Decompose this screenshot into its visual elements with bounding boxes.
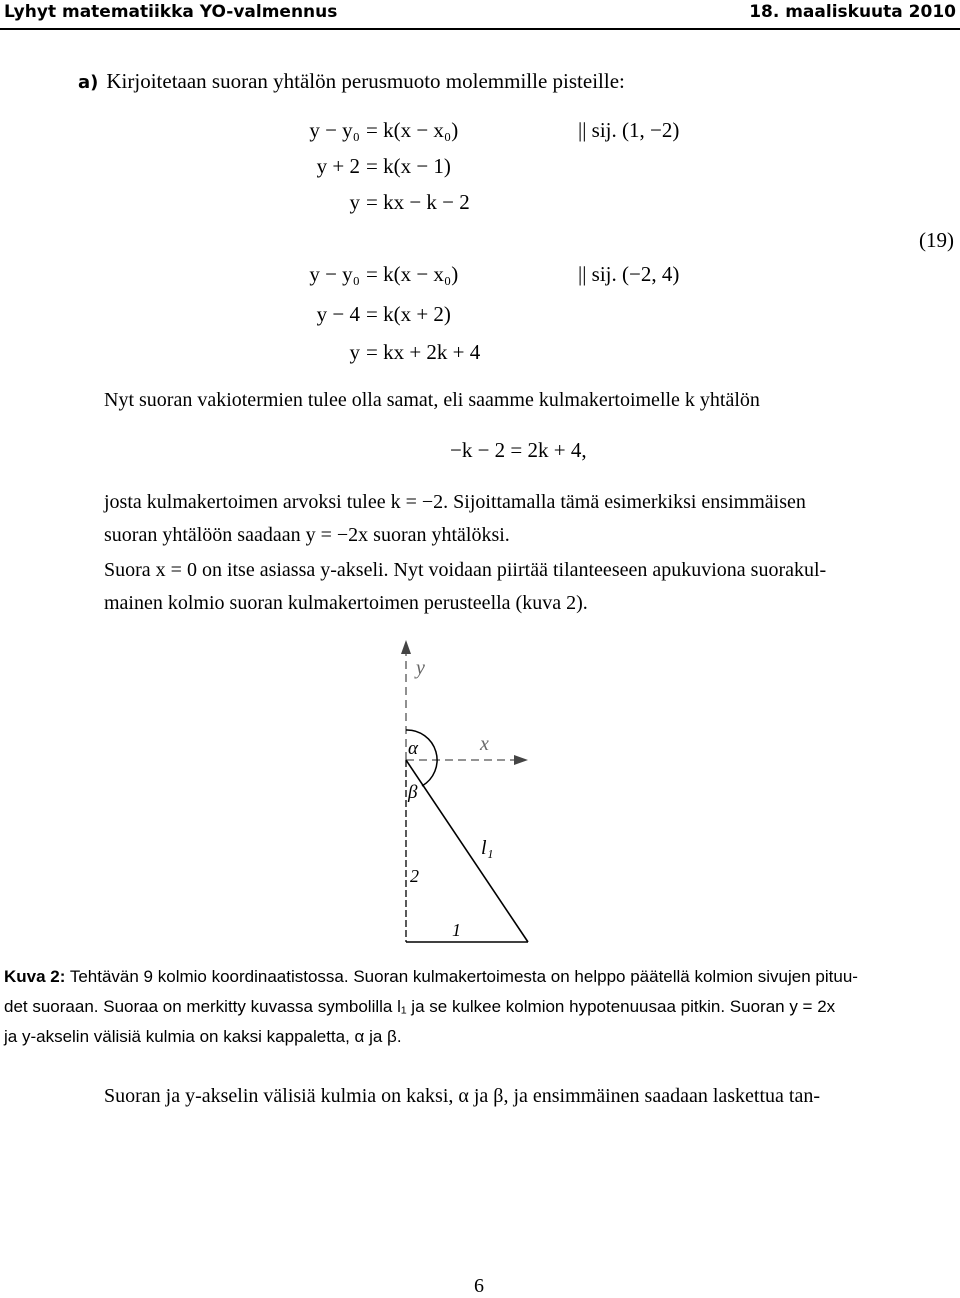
paragraph-3-line-2: mainen kolmio suoran kulmakertoimen perusteella (kuva 2). <box>104 592 588 614</box>
header-date: 18. maaliskuuta 2010 <box>749 2 956 22</box>
paragraph-2-line-2: suoran yhtälöön saadaan y = −2x suoran yhtälöksi. <box>104 524 510 546</box>
page-header <box>0 0 960 28</box>
last-paragraph: Suoran ja y-akselin välisiä kulmia on kaksi, α ja β, ja ensimmäinen saadaan laskettua tan- <box>104 1085 821 1107</box>
eq4-note: || sij. (−2, 4) <box>578 262 680 286</box>
eq2-lhs: y + 2 <box>316 154 360 178</box>
caption-line-2: det suoraan. Suoraa on merkitty kuvassa symbolilla l₁ ja se kulkee kolmion hypotenuusaa pitkin. Suoran y = 2x <box>4 997 836 1016</box>
caption-line-1-text: Tehtävän 9 kolmio koordinaatistossa. Suoran kulmakertoimesta on helppo päätellä kolmion sivujen pituu- <box>65 967 858 986</box>
eq5-lhs: y − 4 <box>316 302 360 326</box>
eq3-rhs: = kx − k − 2 <box>366 190 470 214</box>
line-label: l₁ <box>481 837 494 859</box>
header-title: Lyhyt matematiikka YO-valmennus <box>4 2 338 22</box>
y-axis-label: y <box>416 657 425 679</box>
eq1-rhs: = k(x − x₀) <box>366 118 459 142</box>
equation-number: (19) <box>919 228 954 252</box>
section-intro <box>78 69 625 94</box>
eq4-rhs: = k(x − x₀) <box>366 262 459 286</box>
caption-line-3: ja y-akselin välisiä kulmia on kaksi kappaletta, α ja β. <box>4 1027 402 1046</box>
section-label: a) <box>78 72 99 93</box>
paragraph-2-line-1: josta kulmakertoimen arvoksi tulee k = −2. Sijoittamalla tämä esimerkiksi ensimmäisen <box>104 491 806 513</box>
eq1-lhs: y − y₀ <box>309 118 360 142</box>
x-axis-label: x <box>480 733 489 755</box>
vertical-side-label: 2 <box>410 866 419 886</box>
x-axis-arrow <box>514 755 528 765</box>
page-number: 6 <box>474 1275 484 1297</box>
header-rule <box>0 28 960 30</box>
eq3-lhs: y <box>349 190 360 214</box>
beta-label: β <box>408 782 418 803</box>
horizontal-side-label: 1 <box>452 920 461 940</box>
section-intro-text: Kirjoitetaan suoran yhtälön perusmuoto molemmille pisteille: <box>106 69 625 93</box>
y-axis-arrow <box>401 640 411 654</box>
triangle-figure <box>360 630 580 950</box>
paragraph-1: Nyt suoran vakiotermien tulee olla samat, eli saamme kulmakertoimelle k yhtälön <box>104 389 760 411</box>
caption-line-1 <box>4 962 956 992</box>
eq5-rhs: = k(x + 2) <box>366 302 451 326</box>
eq6-rhs: = kx + 2k + 4 <box>366 340 481 364</box>
eq2-rhs: = k(x − 1) <box>366 154 451 178</box>
figure-caption <box>4 962 956 1052</box>
eq1-note: || sij. (1, −2) <box>578 118 680 142</box>
center-equation: −k − 2 = 2k + 4, <box>450 438 587 462</box>
alpha-label: α <box>408 738 418 759</box>
caption-label: Kuva 2: <box>4 967 66 986</box>
hypotenuse-l1 <box>406 760 528 942</box>
eq6-lhs: y <box>349 340 360 364</box>
paragraph-3-line-1: Suora x = 0 on itse asiassa y-akseli. Nyt voidaan piirtää tilanteeseen apukuviona suorakul- <box>104 559 827 581</box>
eq4-lhs: y − y₀ <box>309 262 360 286</box>
